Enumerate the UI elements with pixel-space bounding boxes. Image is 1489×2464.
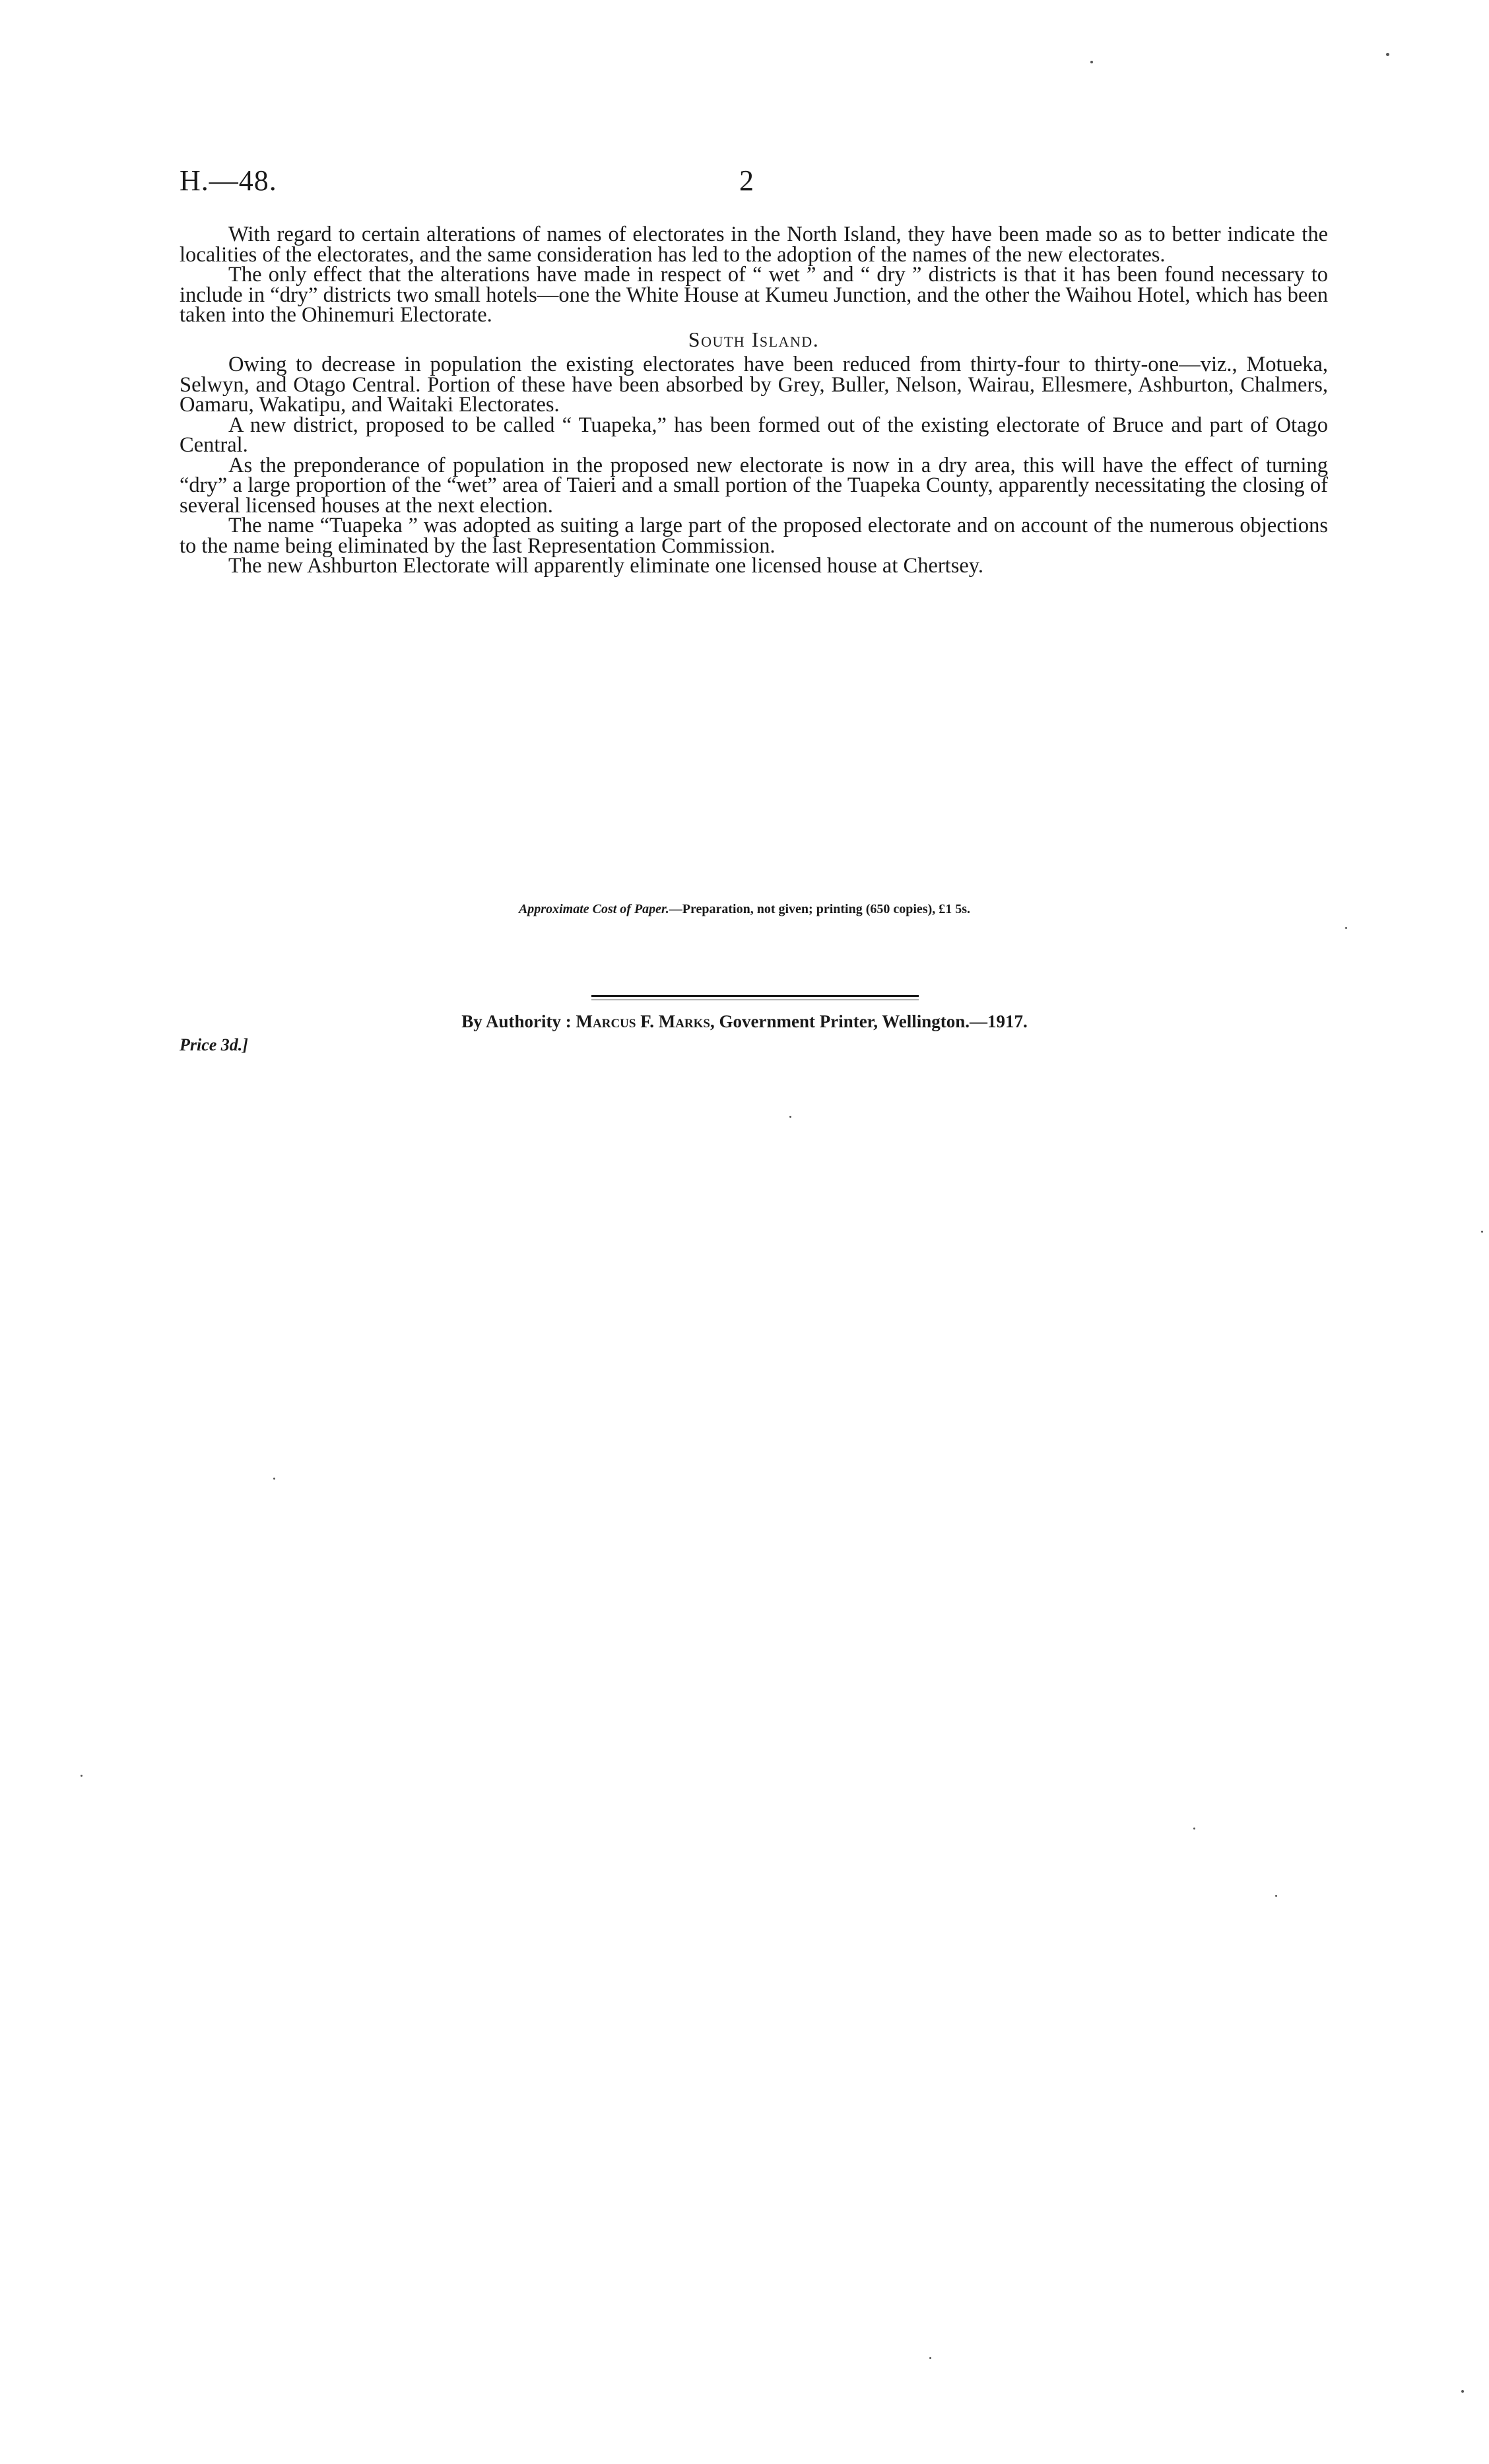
paper-cost-line xyxy=(0,902,1489,917)
paper-cost-text: —Preparation, not given; printing (650 copies), £1 5s. xyxy=(669,902,971,916)
paper-cost-label: Approximate Cost of Paper. xyxy=(518,902,669,916)
scan-speck xyxy=(1461,2390,1464,2393)
scan-speck xyxy=(1345,927,1347,929)
scan-speck xyxy=(1481,1231,1483,1233)
scan-speck xyxy=(81,1775,83,1777)
paragraph-south-island-2: A new district, proposed to be called “ Tuapeka,” has been formed out of the existing electorate of Bruce and part of Otago Central. xyxy=(180,413,1328,457)
paragraph-south-island-3: As the preponderance of population in the proposed new electorate is now in a dry area, this will have the effect of turning “dry” a large proportion of the “wet” area of Taieri and a small portion of the Tuapeka County, apparently necessitating the closing of several licensed houses at the next election. xyxy=(180,453,1328,518)
paragraph-north-island-1: With regard to certain alterations of names of electorates in the North Island, they have been made so as to better indicate the localities of the electorates, and the same consideration has led to the adoption of the names of the new electorates. xyxy=(180,222,1328,267)
scan-speck xyxy=(929,2357,931,2359)
document-body xyxy=(180,224,1328,576)
page-number: 2 xyxy=(739,164,754,197)
scan-speck xyxy=(789,1116,791,1118)
scan-speck xyxy=(1193,1828,1195,1830)
document-reference: H.—48. xyxy=(180,164,277,197)
price-note: Price 3d.] xyxy=(180,1035,248,1054)
paragraph-south-island-1: Owing to decrease in population the existing electorates have been reduced from thirty-four to thirty-one—viz., Motueka, Selwyn, and Otago Central. Portion of these have been absorbed by Grey, Buller, Nelson, Wairau, Ellesmere, Ashburton, Chalmers, Oamaru, Wakatipu, and Waitaki Electorates. xyxy=(180,353,1328,417)
footer-rule xyxy=(591,995,919,997)
paragraph-south-island-4: The name “Tuapeka ” was adopted as suiting a large part of the proposed electorate and on account of the numerous objections to the name being eliminated by the last Representation Commission. xyxy=(180,514,1328,558)
scan-speck xyxy=(1090,61,1093,63)
scan-speck xyxy=(273,1478,275,1480)
paragraph-south-island-5: The new Ashburton Electorate will apparently eliminate one licensed house at Chertsey. xyxy=(228,554,984,578)
scan-speck xyxy=(1386,53,1389,56)
paragraph-north-island-2: The only effect that the alterations have made in respect of “ wet ” and “ dry ” districts is that it has been found necessary to include in “dry” districts two small hotels—one the White House at Kumeu Junction, and the other the Waihou Hotel, which has been taken into the Ohinemuri Electorate. xyxy=(180,263,1328,327)
section-heading-south-island: South Island. xyxy=(688,327,820,351)
printer-details: Government Printer, Wellington.—1917. xyxy=(719,1011,1028,1031)
printer-imprint xyxy=(0,1011,1489,1032)
scan-speck xyxy=(1275,1895,1277,1897)
authority-label: By Authority : xyxy=(461,1011,572,1031)
printer-name: Marcus F. Marks, xyxy=(576,1011,715,1031)
